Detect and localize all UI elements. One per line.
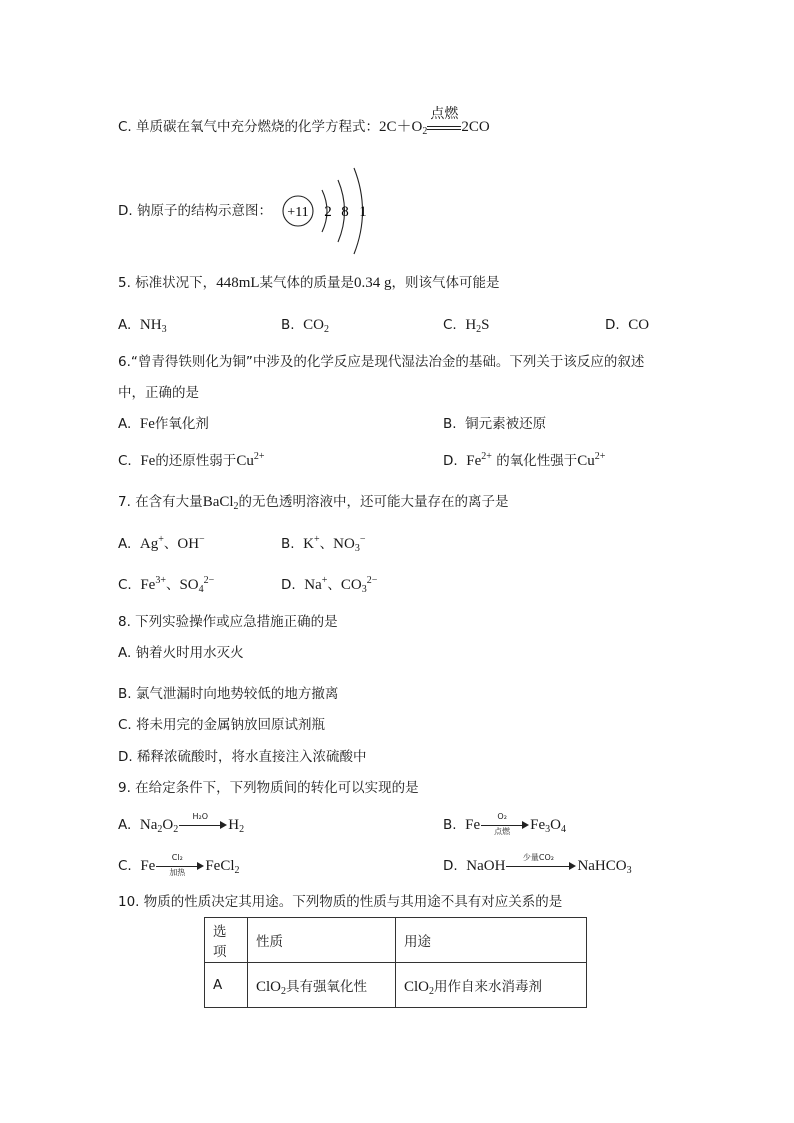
- reaction-condition-sign: 点燃: [427, 118, 461, 136]
- shell-count: 2: [324, 204, 332, 220]
- q8-option-c[interactable]: C. 将未用完的金属钠放回原试剂瓶: [118, 717, 326, 733]
- q5-option-d[interactable]: D. CO: [605, 317, 650, 333]
- table-row: [205, 963, 587, 1008]
- q6-option-d[interactable]: D. $Fe^{2+}$ 的氧化性强于$Cu^{2+}$: [443, 451, 606, 469]
- q9-option-a[interactable]: A. $Na_2O_2$ H₂O $H_2$: [118, 812, 245, 835]
- equation-lhs: $2C+O_2$: [379, 119, 428, 137]
- reaction-arrow: O₂ 点燃: [481, 818, 529, 832]
- reaction-arrow: 少量CO₂: [506, 859, 576, 873]
- table-header-cell: 性质: [248, 918, 396, 963]
- q7-option-b[interactable]: B. K+、$NO_3^-$: [281, 534, 366, 554]
- option-label: C.: [118, 119, 132, 135]
- q5-option-a[interactable]: A. $NH_3$: [118, 317, 167, 335]
- option-d-atom: [118, 201, 272, 221]
- q5-option-c[interactable]: C. $H_2S$: [443, 317, 490, 335]
- table-header-cell: 选项: [205, 918, 248, 963]
- q8-option-d[interactable]: D. 稀释浓硫酸时，将水直接注入浓硫酸中: [118, 749, 367, 765]
- equation-rhs: 2CO: [461, 119, 490, 135]
- q9-option-d[interactable]: D. NaOH 少量CO₂ NaHCO$_3$: [443, 853, 632, 876]
- q6-option-a[interactable]: A. Fe作氧化剂: [118, 416, 209, 432]
- q9-option-c[interactable]: C. Fe Cl₂ 加热 FeCl$_2$: [118, 853, 240, 877]
- shell-count: 1: [359, 204, 367, 220]
- option-text: 单质碳在氧气中充分燃烧的化学方程式：: [136, 119, 380, 135]
- nucleus-charge: +11: [287, 205, 309, 220]
- question-7: 7. 在含有大量BaCl$_2$的无色透明溶液中，还可能大量存在的离子是: [118, 494, 509, 512]
- option-text: 钠原子的结构示意图：: [136, 203, 272, 219]
- q5-option-b[interactable]: B. $CO_2$: [281, 317, 329, 335]
- reaction-arrow: Cl₂ 加热: [156, 859, 204, 873]
- q7-option-d[interactable]: D. Na+、$CO_3^{2-}$: [281, 575, 378, 595]
- question-5: 5. 标准状况下，448mL某气体的质量是0.34 g，则该气体可能是: [118, 275, 500, 291]
- question-10: 10. 物质的性质决定其用途。下列物质的性质与其用途不具有对应关系的是: [118, 894, 563, 910]
- q8-option-b[interactable]: B. 氯气泄漏时向地势较低的地方撤离: [118, 686, 339, 702]
- question-8: 8. 下列实验操作或应急措施正确的是: [118, 614, 338, 630]
- shell-count: 8: [341, 204, 349, 220]
- q7-option-c[interactable]: C. $Fe^{3+}$、$SO_4^{2-}$: [118, 575, 215, 595]
- q6-option-b[interactable]: B. 铜元素被还原: [443, 416, 547, 432]
- q9-option-b[interactable]: B. Fe O₂ 点燃 $Fe_3O_4$: [443, 812, 566, 836]
- table-cell-use: ClO$_2$用作自来水消毒剂: [396, 963, 587, 1008]
- question-6-line1: 6.“曾青得铁则化为铜”中涉及的化学反应是现代湿法冶金的基础。下列关于该反应的叙述: [118, 354, 645, 370]
- option-c-equation: [118, 106, 490, 137]
- table-cell-property: ClO$_2$具有强氧化性: [248, 963, 396, 1008]
- question-9: 9. 在给定条件下，下列物质间的转化可以实现的是: [118, 780, 419, 796]
- q6-option-c[interactable]: C. Fe的还原性弱于$Cu^{2+}$: [118, 451, 265, 469]
- q8-option-a[interactable]: A. 钠着火时用水灭火: [118, 645, 244, 661]
- table-header-row: [205, 918, 587, 963]
- table-header-cell: 用途: [396, 918, 587, 963]
- option-label: D.: [118, 203, 133, 219]
- table-cell-option: A: [205, 963, 248, 1008]
- question-6-line2: 中，正确的是: [118, 385, 199, 401]
- q7-option-a[interactable]: A. Ag+、OH−: [118, 534, 205, 552]
- question-10-table: [204, 917, 587, 1008]
- sodium-atom-structure-diagram: [278, 166, 378, 258]
- reaction-arrow: H₂O: [179, 818, 227, 832]
